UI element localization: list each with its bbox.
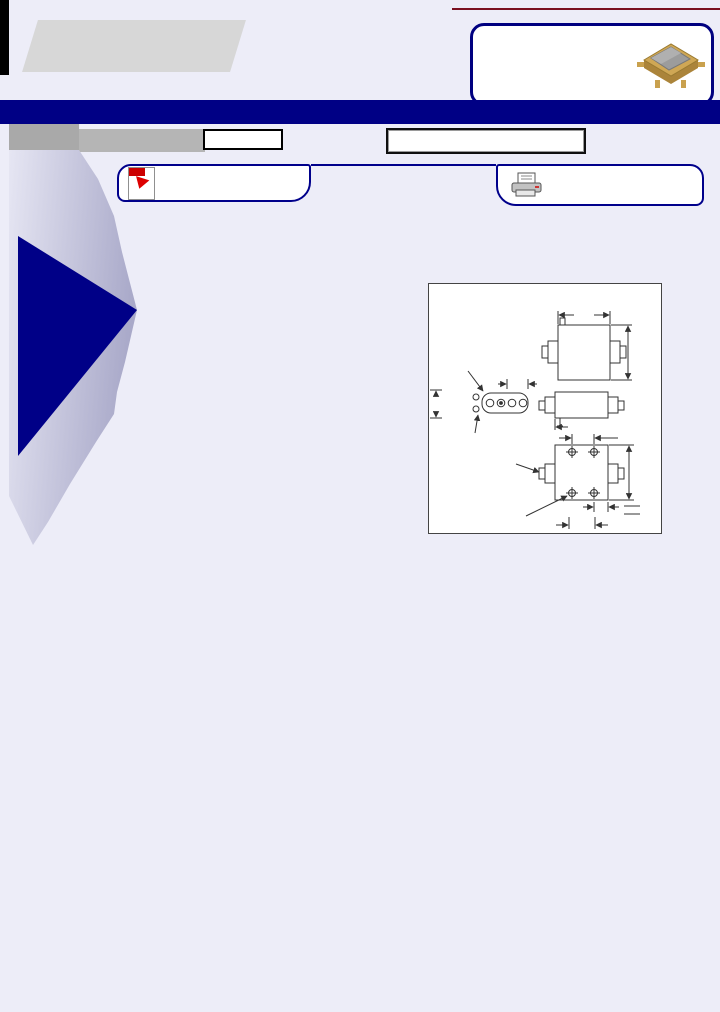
pdf-icon (128, 167, 155, 200)
top-right-rule (452, 8, 720, 10)
cross-reference-dropdown[interactable] (386, 128, 586, 154)
left-edge-bar (0, 0, 9, 75)
product-feature-box[interactable] (470, 23, 714, 106)
package-drawing (428, 278, 663, 540)
pdf-icon-label (129, 168, 145, 176)
tab-connector-line (311, 164, 496, 166)
search-input[interactable] (203, 129, 283, 150)
logo-plate (22, 20, 246, 72)
navy-divider-bar (0, 100, 720, 124)
component-photo (635, 30, 707, 92)
printer-icon (508, 171, 544, 199)
printer-friendly-button[interactable] (496, 164, 704, 206)
detailed-drawing-button[interactable] (117, 164, 311, 202)
pdf-icon-glyph (133, 176, 150, 191)
